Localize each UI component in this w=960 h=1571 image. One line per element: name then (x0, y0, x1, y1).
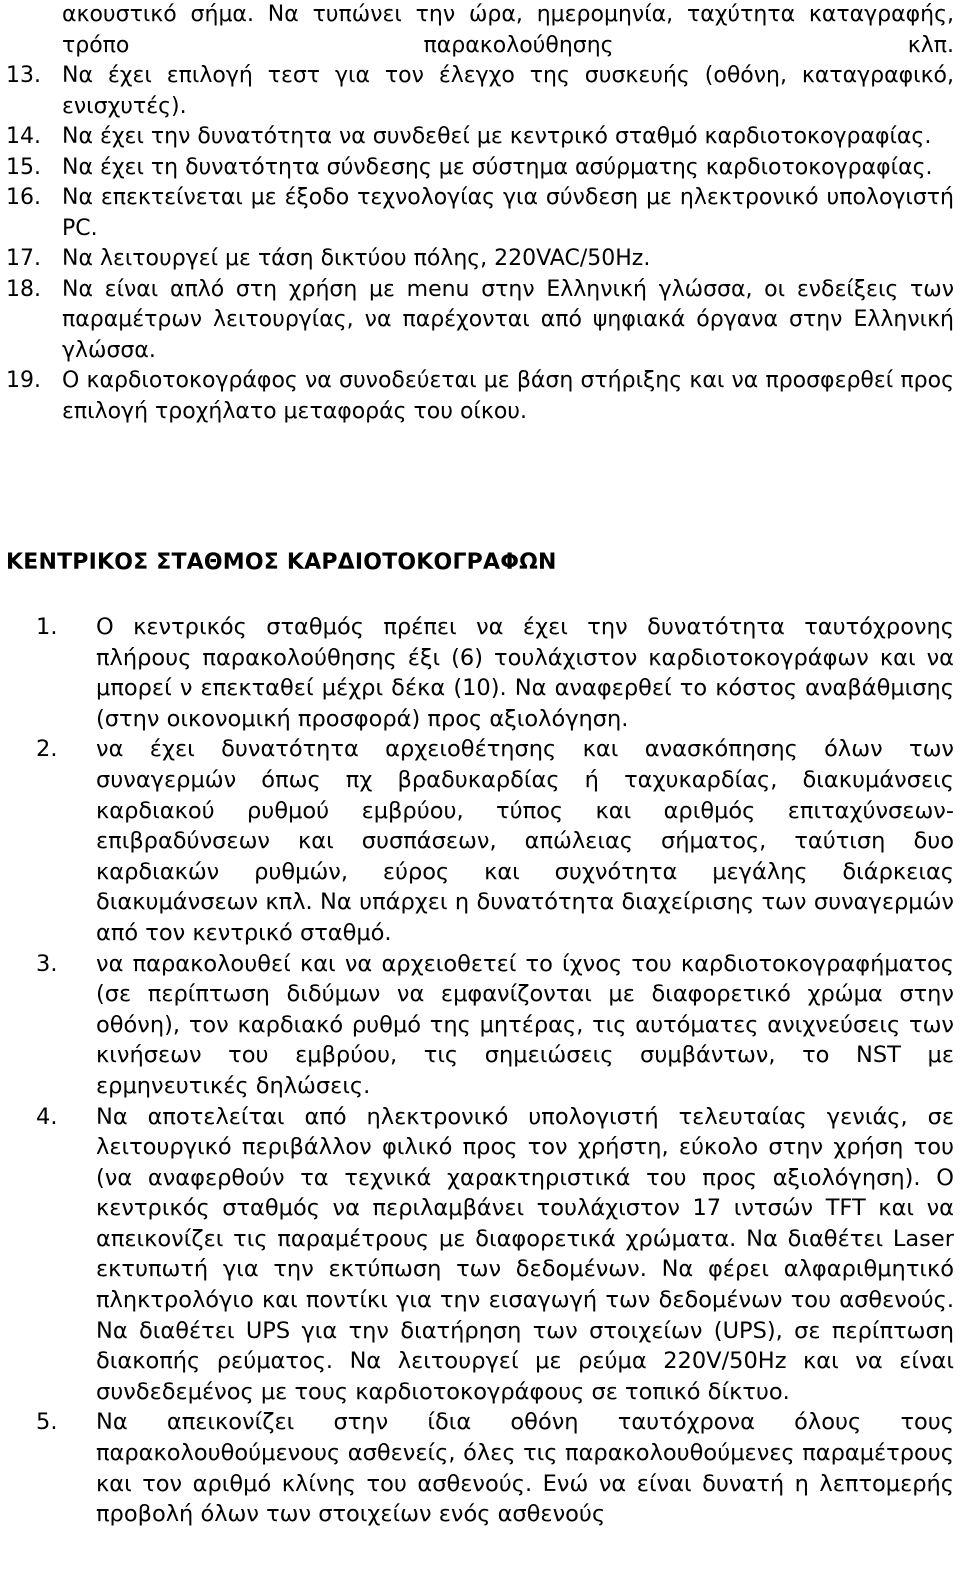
item-number: 1. (36, 614, 58, 640)
item-text: Να αποτελείται από ηλεκτρονικό υπολογιστή τελευταίας γενιάς, σε λειτουργικό περιβάλλον φιλικό προς τον χρήστη, εύκολο στην χρήση του (να αναφερθούν τα τεχνικά χαρακτηριστικά του προς αξιολόγηση). Ο κεντρικός σταθμός να περιλαμβάνει τουλάχιστον 17 ιντσών TFT και να απεικονίζει τις παραμέτρους με διαφορετικά χρώματα. Να διαθέτει Laser εκτυπωτή για την εκτύπωση των δεδομένων. Να φέρει αλφαριθμητικό πληκτρολόγιο και ποντίκι για την εισαγωγή των δεδομένων του ασθενούς. Να διαθέτει UPS για την διατήρηση των στοιχείων (UPS), σε περίπτωση διακοπής ρεύματος. Να λειτουργεί με ρεύμα 220V/50Hz και να είναι συνδεδεμένος με τους καρδιοτοκογράφους σε τοπικό δίκτυο. (96, 1103, 954, 1405)
item-number: 18. (6, 276, 41, 302)
list-item (36, 949, 954, 1102)
list-item (36, 1407, 954, 1529)
item-number: 2. (36, 736, 58, 763)
item-number: 13. (6, 63, 41, 88)
item-text: Να έχει τη δυνατότητα σύνδεσης με σύστημα ασύρματης καρδιοτοκογραφίας. (62, 154, 933, 180)
item-number: 15. (6, 154, 41, 180)
section-heading: ΚΕΝΤΡΙΚΟΣ ΣΤΑΘΜΟΣ ΚΑΡΔΙΟΤΟΚΟΓΡΑΦΩΝ (6, 550, 557, 575)
item-number: 19. (6, 368, 41, 393)
list-item (6, 244, 954, 275)
numbered-list (6, 61, 954, 427)
item-text: να έχει δυνατότητα αρχειοθέτησης και ανασκόπησης όλων των συναγερμών όπως πχ βραδυκαρδίας ή ταχυκαρδίας, διακυμάνσεις καρδιακού ρυθμού εμβρύου, τύπος και αριθμός επιταχύνσεων-επιβραδύνσεων και συσπάσεων, απώλειας σήματος, ταύτιση δυο καρδιακών ρυθμών, εύρος και συχνότητα μεγάλης διάρκειας διακυμάνσεων κπλ. Να υπάρχει η δυνατότητα διαχείρισης των συναγερμών από τον κεντρικό σταθμό. (96, 736, 954, 946)
central-station-list (36, 612, 954, 1530)
continued-paragraph: ακουστικό σήμα. Να τυπώνει την ώρα, ημερομηνία, ταχύτητα καταγραφής, τρόπο παρακολούθησης κλπ. (62, 2, 954, 58)
item-number: 3. (36, 950, 58, 977)
item-text: Να λειτουργεί με τάση δικτύου πόλης, 220VAC/50Hz. (62, 246, 651, 271)
list-item (6, 275, 954, 367)
list-item (6, 122, 954, 153)
item-text: Να έχει την δυνατότητα να συνδεθεί με κεντρικό σταθμό καρδιοτοκογραφίας. (62, 124, 932, 149)
item-text: Να απεικονίζει στην ίδια οθόνη ταυτόχρονα όλους τους παρακολουθούμενους ασθενείς, όλες τις παρακολουθούμενες παραμέτρους και τον αριθμό κλίνης του ασθενούς. Ενώ να είναι δυνατή η λεπτομερής προβολή όλων των στοιχείων ενός ασθενούς (96, 1409, 954, 1528)
list-item (6, 153, 954, 184)
item-text: Να έχει επιλογή τεστ για τον έλεγχο της συσκευής (οθόνη, καταγραφικό, ενισχυτές). (62, 63, 954, 119)
list-item (36, 734, 954, 948)
item-number: 4. (36, 1103, 58, 1130)
item-text: να παρακολουθεί και να αρχειοθετεί το ίχνος του καρδιοτοκογραφήματος (σε περίπτωση διδύμων να εμφανίζονται με διαφορετικό χρώμα στην οθόνη), τον καρδιακό ρυθμό της μητέρας, τις αυτόματες ανιχνεύσεις των κινήσεων του εμβρύου, τις σημειώσεις συμβάντων, το NST με ερμηνευτικές δηλώσεις. (96, 950, 954, 1099)
item-text: Ο κεντρικός σταθμός πρέπει να έχει την δυνατότητα ταυτόχρονης πλήρους παρακολούθησης έξι (6) τουλάχιστον καρδιοτοκογράφων και να μπορεί ν επεκταθεί μέχρι δέκα (10). Να αναφερθεί το κόστος αναβάθμισης (στην οικονομική προσφορά) προς αξιολόγηση. (96, 614, 954, 732)
list-item (6, 61, 954, 122)
list-item (6, 366, 954, 427)
item-text: Ο καρδιοτοκογράφος να συνοδεύεται με βάση στήριξης και να προσφερθεί προς επιλογή τροχήλατο μεταφοράς του οίκου. (62, 368, 954, 424)
item-text: Να επεκτείνεται με έξοδο τεχνολογίας για σύνδεση με ηλεκτρονικό υπολογιστή PC. (62, 185, 954, 241)
list-item (6, 183, 954, 244)
item-text: Να είναι απλό στη χρήση με menu στην Ελληνική γλώσσα, οι ενδείξεις των παραμέτρων λειτουργίας, να παρέχονται από ψηφιακά όργανα στην Ελληνική γλώσσα. (62, 276, 954, 363)
list-item (36, 1102, 954, 1408)
device-spec-list (6, 0, 954, 427)
numbered-list (36, 612, 954, 1530)
item-number: 14. (6, 124, 41, 149)
list-item (36, 612, 954, 734)
item-number: 17. (6, 246, 41, 271)
item-number: 5. (36, 1409, 58, 1436)
item-number: 16. (6, 185, 41, 210)
